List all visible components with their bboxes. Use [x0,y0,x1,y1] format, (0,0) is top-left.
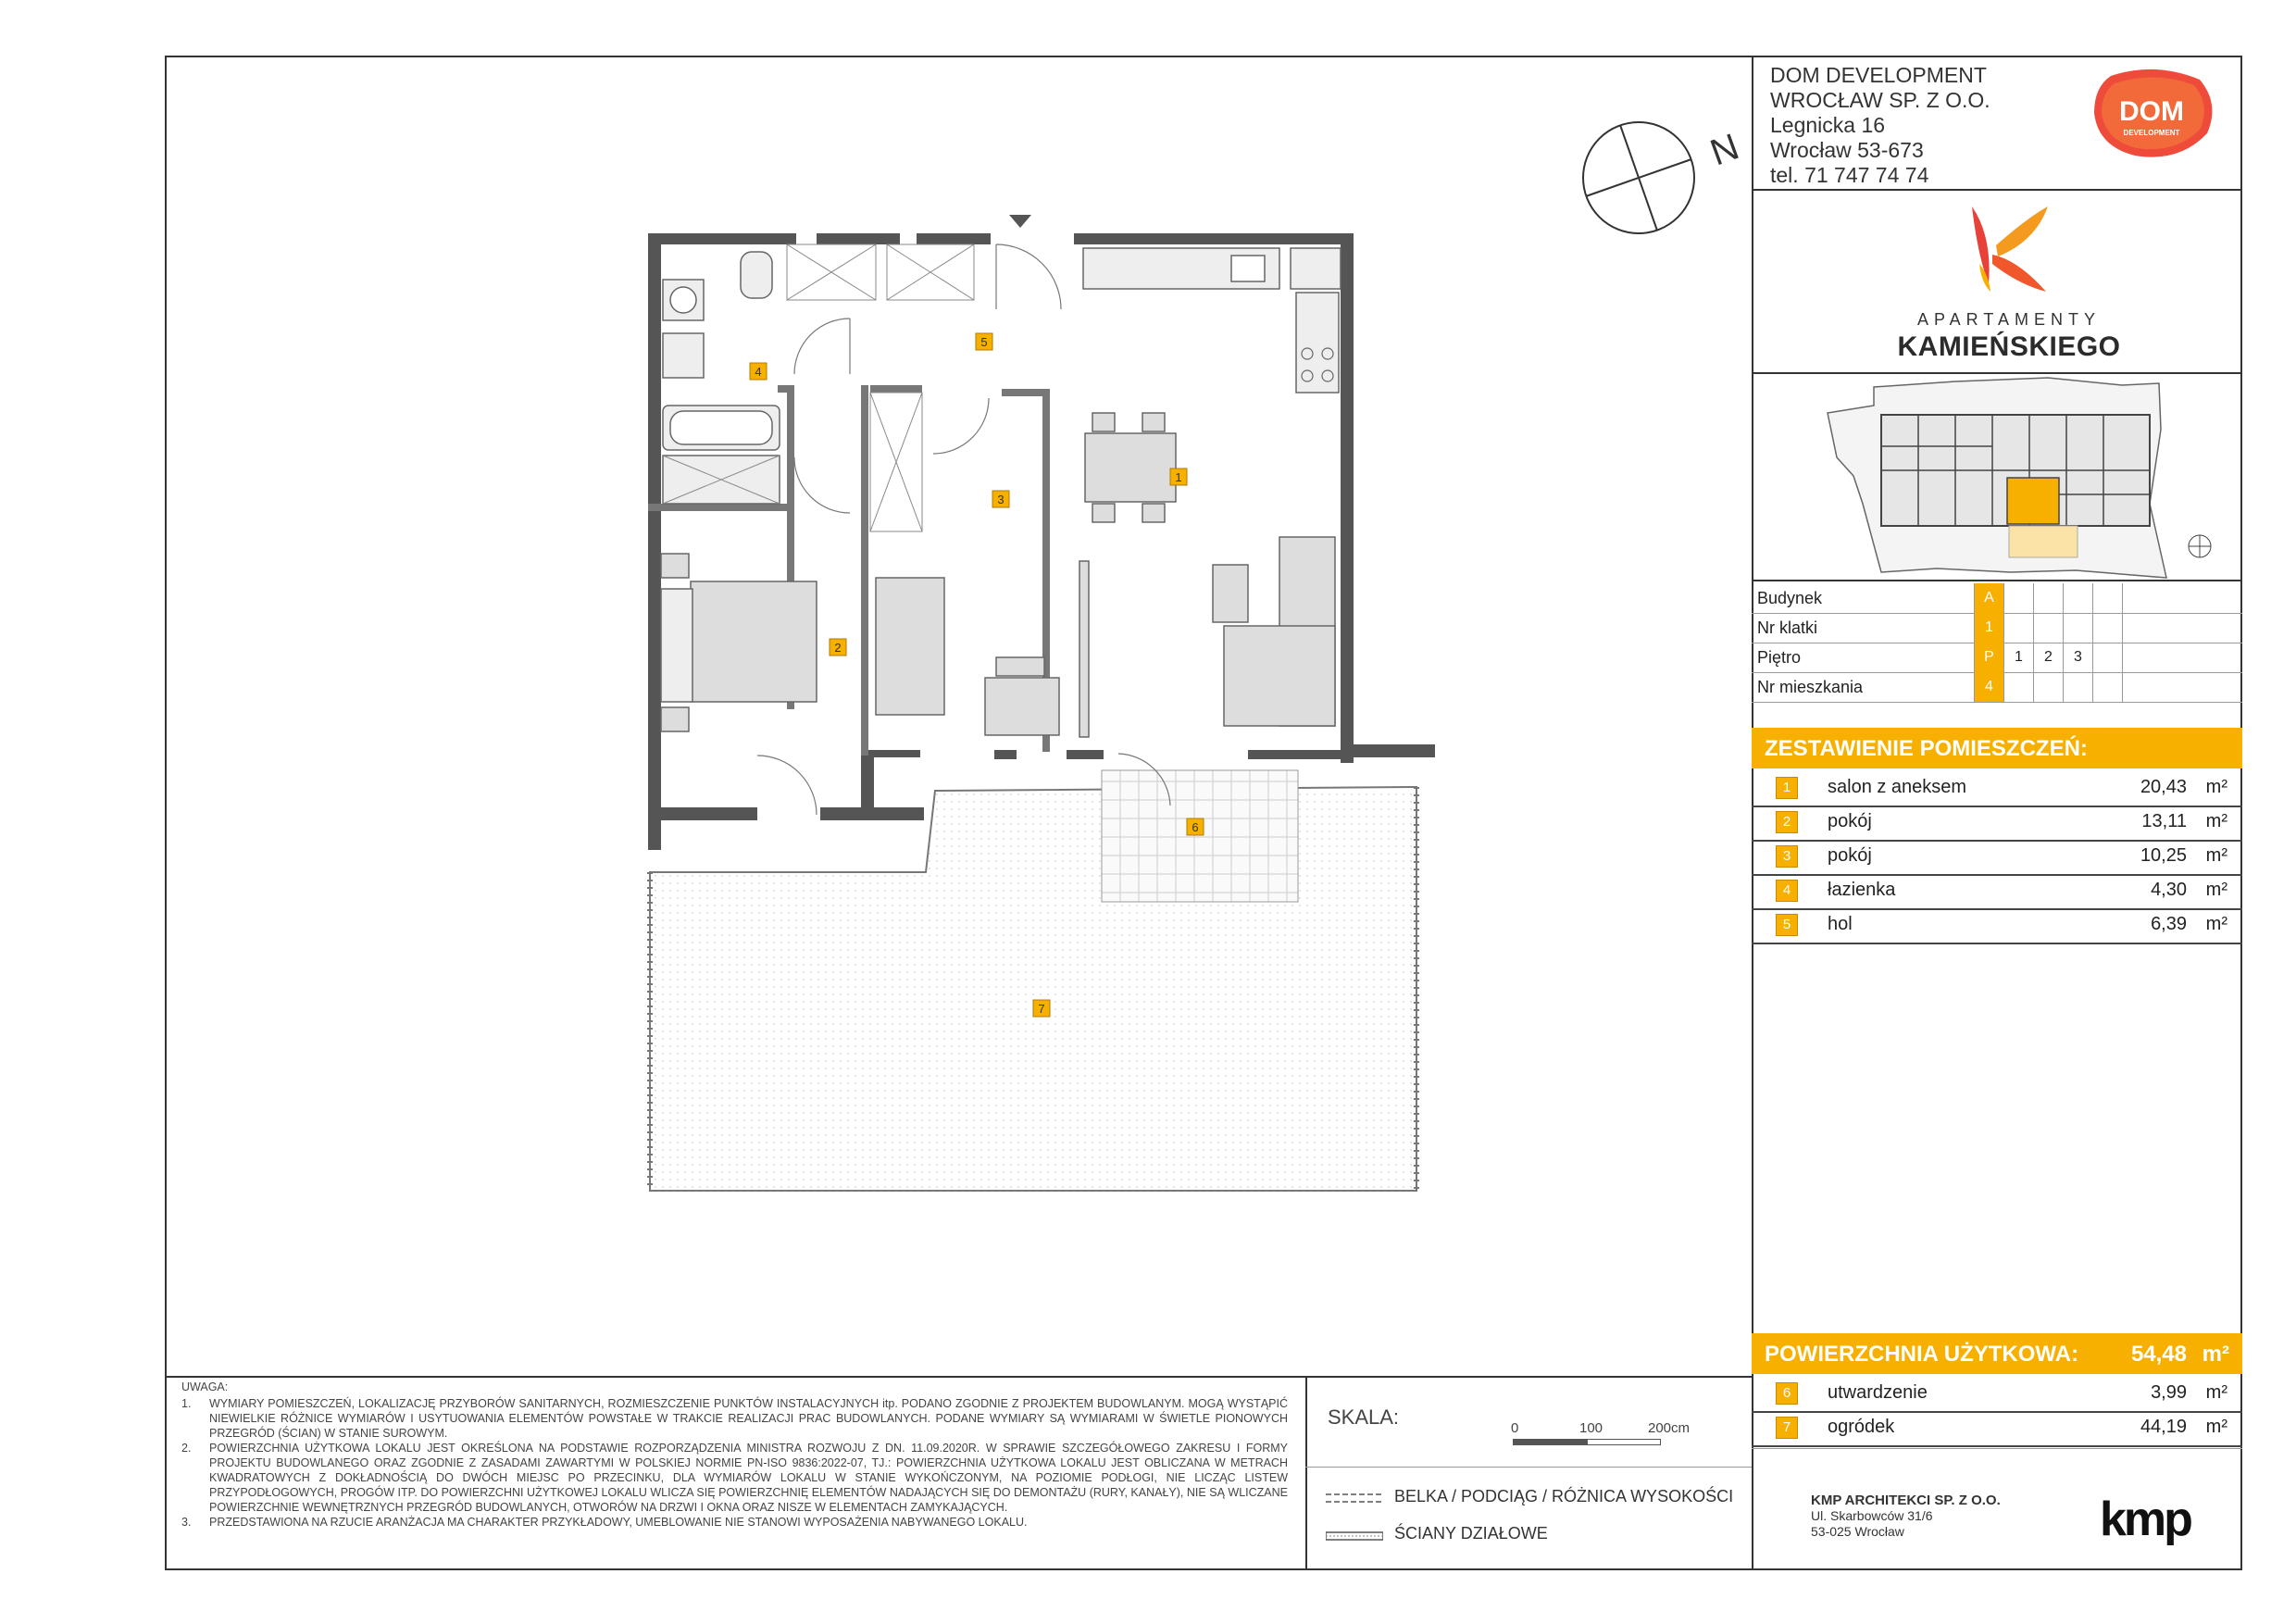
legend-walls: ŚCIANY DZIAŁOWE [1326,1524,1752,1546]
info-cell [2092,672,2122,702]
notes-divider [165,1376,1753,1378]
room-area: 6,39 [2151,914,2187,934]
room-number-badge: 2 [1776,811,1798,833]
architect-name: KMP ARCHITEKCI SP. Z O.O. [1811,1493,2001,1508]
note-item [181,1515,1288,1530]
svg-text:kmp: kmp [2100,1494,2190,1546]
room-number-badge: 1 [1776,777,1798,799]
north-label: N [1704,126,1744,174]
room-name: ogródek [1828,1417,1895,1437]
project-title: KAMIEŃSKIEGO [1897,331,2121,362]
room-area-unit: m² [2205,880,2227,900]
architect-info [1811,1493,2001,1540]
usable-area-bar [1752,1333,2242,1374]
room-area: 44,19 [2140,1417,2187,1437]
partition-wall-icon [1326,1526,1383,1546]
room-area: 10,25 [2140,845,2187,866]
info-label: Budynek [1757,589,1823,607]
note-text: POWIERZCHNIA UŻYTKOWA LOKALU JEST OKREŚLONA NA PODSTAWIE ROZPORZĄDZENIA MINISTRA ROZWOJU Z DN. 11.09.2020R. W SPRAWIE SZCZEGÓŁOWEGO ZAKRESU I FORMY PROJEKTU BUDOWLANEGO ORAZ ZGODNIE Z ZASADAMI ZAWARTYMI W POLSKIEJ NORMIE PN-ISO 9836:2022-07, TJ.: POWIERZCHNIA UŻYTKOWA LOKALU JEST OBLICZANA W METRACH KWADRATOWYCH Z DOKŁADNOŚCIĄ DO DWÓCH MIEJSC PO PRZECINKU, DLA WYMIARÓW LOKALU W STANIE WYKOŃCZONYM, NA POZIOMIE PODŁOGI, NIE LICZĄC LISTEW PRZYPODŁOGOWYCH, PROGÓW ITP. DO POWIERZCHNI UŻYTKOWEJ LOKALU WLICZA SIĘ POWIERZCHNIĘ ELEMENTÓW NADAJĄCYCH SIĘ DO DEMONTAŻU (RURY, KANAŁY), NIE SĄ WLICZANE POWIERZCHNIE WEWNĘTRZNYCH PRZEGRÓD BUDOWLANYCH, OTWORÓW NA DRZWI I OKNA ORAZ NISZE W ELEMENTACH ZAMYKAJĄCYCH. [209,1442,1288,1514]
room-area: 13,11 [2141,811,2187,831]
room-row [1752,1412,2242,1447]
note-number: 3. [181,1516,192,1529]
usable-area-value: 54,48 [2130,1342,2187,1367]
room-area-unit: m² [2205,777,2227,797]
scale-divider [1305,1376,1307,1570]
room-area: 3,99 [2151,1382,2187,1403]
room-area-unit: m² [2205,914,2227,934]
info-row [1752,643,2242,673]
room-area: 4,30 [2151,880,2187,900]
info-cell [2122,643,2152,672]
info-cell: 2 [2033,643,2063,672]
svg-text:3: 3 [997,493,1004,506]
info-cell: 1 [1974,613,2003,643]
room-area-unit: m² [2205,1382,2227,1403]
note-item [181,1441,1288,1515]
note-text: PRZEDSTAWIONA NA RZUCIE ARANŻACJA MA CHARAKTER PRZYKŁADOWY, UMEBLOWANIE NIE STANOWI WYPOSAŻENIA NABYWANEGO LOKALU. [209,1516,1028,1529]
svg-text:6: 6 [1192,820,1199,834]
project-logo [1889,199,2129,366]
floor-plan [639,207,1435,1207]
scale-tick-200: 200cm [1648,1420,1691,1436]
scale-tick-0: 0 [1511,1420,1519,1436]
room-number-badge: 5 [1776,914,1798,936]
note-number: 1. [181,1397,192,1410]
legend-beam: BELKA / PODCIĄG / RÓŻNICA WYSOKOŚCI [1326,1487,1752,1509]
room-name: salon z aneksem [1828,777,1967,797]
room-name: pokój [1828,811,1872,831]
dom-development-logo [2090,67,2216,161]
room-number-badge: 7 [1776,1417,1798,1439]
room-area-unit: m² [2205,1417,2227,1437]
note-text: WYMIARY POMIESZCZEŃ, LOKALIZACJĘ PRZYBORÓW SANITARNYCH, ROZMIESZCZENIE PUNKTÓW INSTALACYJNYCH itp. PODANO ZGODNIE Z PROJEKTEM BUDOWLANYM. MOGĄ WYSTĄPIĆ NIEWIELKIE RÓŻNICE WYMIARÓW I USYTUOWANIA ELEMENTÓW POWSTAŁE W TRAKCIE REALIZACJI PRAC BUDOWLANYCH. PODANE WYMIARY SĄ WYMIARAMI W ŚWIETLE PIONOWYCH PRZEGRÓD (ŚCIAN) W STANIE SUROWYM. [209,1397,1288,1440]
developer-phone: tel. 71 747 74 74 [1770,163,1929,187]
info-cell [2033,613,2063,643]
info-cell [2092,613,2122,643]
developer-name-1: DOM DEVELOPMENT [1770,63,1987,87]
key-plan [1826,374,2215,580]
room-area-unit: m² [2205,811,2227,831]
info-cell: 1 [2003,643,2033,672]
note-number: 2. [181,1442,192,1455]
svg-text:5: 5 [980,335,988,349]
sidebar-sep-3 [1752,580,2242,581]
info-cell: 3 [2063,643,2092,672]
architect-divider [1752,1448,2242,1449]
scale-tick-100: 100 [1579,1420,1603,1436]
developer-street: Legnicka 16 [1770,113,1886,137]
info-cell [2033,672,2063,702]
developer-address [1770,63,1990,188]
room-area: 20,43 [2140,777,2187,797]
svg-text:1: 1 [1175,470,1182,484]
room-name: utwardzenie [1828,1382,1928,1403]
developer-name-2: WROCŁAW SP. Z O.O. [1770,88,1990,112]
scale-bar [1511,1420,1691,1448]
info-cell [2092,643,2122,672]
room-name: hol [1828,914,1853,934]
room-row [1752,841,2242,876]
info-cell [2003,583,2033,613]
info-cell: A [1974,583,2003,613]
info-label: Nr mieszkania [1757,678,1864,696]
info-cell: P [1974,643,2003,672]
scale-label: SKALA: [1328,1405,1400,1429]
svg-text:2: 2 [834,641,842,655]
info-label: Piętro [1757,648,1802,667]
info-cell [2122,583,2152,613]
note-item [181,1396,1288,1441]
info-cell [2063,672,2092,702]
architect-street: Ul. Skarbowców 31/6 [1811,1508,1933,1523]
info-cell [2003,613,2033,643]
compass [1574,119,1759,239]
info-cell [2122,613,2152,643]
usable-area-label: POWIERZCHNIA UŻYTKOWA: [1765,1342,2079,1367]
project-subtitle: APARTAMENTY [1916,310,2102,329]
room-name: pokój [1828,845,1872,866]
sidebar-sep-1 [1752,189,2242,191]
info-cell [2063,583,2092,613]
developer-city: Wrocław 53-673 [1770,138,1924,162]
svg-text:DEVELOPMENT: DEVELOPMENT [2123,129,2180,137]
room-row [1752,1378,2242,1413]
room-row [1752,806,2242,842]
info-row [1752,613,2242,643]
architect-city: 53-025 Wrocław [1811,1524,1904,1539]
notes-title: UWAGA: [181,1380,229,1393]
legend-divider [1305,1467,1752,1468]
kmp-logo [2100,1494,2202,1550]
info-cell [2092,583,2122,613]
room-row [1752,772,2242,807]
info-cell [2122,672,2152,702]
info-cell: 4 [1974,672,2003,702]
svg-text:4: 4 [755,365,762,379]
info-cell [2033,583,2063,613]
room-row [1752,909,2242,944]
project-logo-mark [1889,199,2129,301]
info-row [1752,672,2242,703]
info-row [1752,583,2242,614]
notes [181,1380,1288,1530]
room-area-unit: m² [2205,845,2227,866]
room-number-badge: 3 [1776,845,1798,868]
usable-area-unit: m² [2202,1342,2229,1367]
info-label: Nr klatki [1757,618,1818,637]
room-row [1752,875,2242,910]
info-cell [2063,613,2092,643]
rooms-header: ZESTAWIENIE POMIESZCZEŃ: [1752,728,2242,768]
info-cell [2003,672,2033,702]
svg-text:DOM: DOM [2119,96,2184,127]
beam-line-icon [1326,1489,1383,1509]
room-name: łazienka [1828,880,1896,900]
svg-text:7: 7 [1038,1002,1045,1016]
room-number-badge: 6 [1776,1382,1798,1405]
room-number-badge: 4 [1776,880,1798,902]
